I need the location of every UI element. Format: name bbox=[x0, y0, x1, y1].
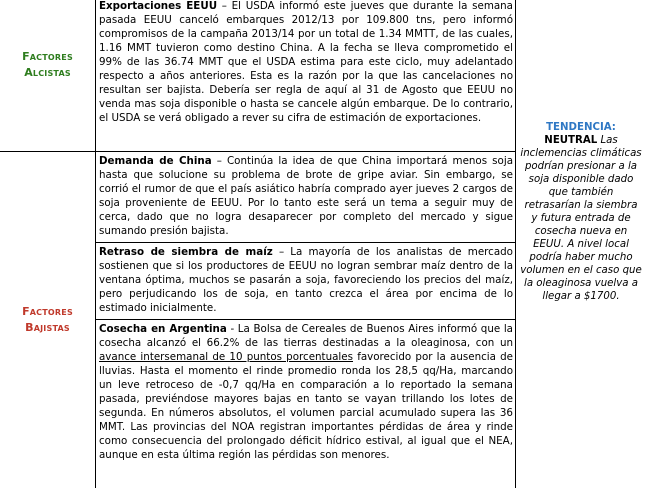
category-label: Factores bbox=[22, 305, 73, 318]
row-text: – Continúa la idea de que China importará menos soja hasta que solucione su problema de brote de gripe aviar. Sin embargo, se corrió el rumor de que el país asiático habría comprado ayer jueves 2 cargos de soja proveniente de EEUU. Por lo tanto este será un tema a seguir muy de cerca, dado que no logra desaparecer por completo del mercado y sigue sumando presión bajista. bbox=[99, 155, 513, 237]
category-factores-bajistas bbox=[0, 304, 95, 336]
row-title: Cosecha en Argentina bbox=[99, 323, 227, 335]
tendencia-text: Las inclemencias climáticas podrían presionar a la soja disponible dado que también retrasarían la siembra y futura entrada de cosecha nueva en EEUU. A nivel local podría haber mucho volumen en el caso que la oleaginosa vuelva a llegar a $1700. bbox=[520, 135, 642, 302]
row-exportaciones-eeuu bbox=[96, 0, 515, 151]
row-text: favorecido por la ausencia de lluvias. Hasta el momento el rinde promedio ronda los 28,5 qq/Ha, marcando un leve retroceso de -0,7 qq/Ha en comparación a lo reportado la semana pasada, previéndose mayores bajas en tanto se vayan trillando los lotes de segunda. En números absolutos, el volumen parcial acumulado supera las 36 MMT. Las provincias del NOA registran importantes pérdidas de área y rinde como consecuencia del prolongado déficit hídrico estival, al igual que el NEA, aunque en esta última región las pérdidas son menores. bbox=[99, 351, 513, 461]
tendencia-title: TENDENCIA: bbox=[546, 122, 616, 133]
row-divider bbox=[95, 242, 516, 243]
row-divider bbox=[95, 319, 516, 320]
row-retraso-siembra bbox=[96, 245, 515, 319]
row-title: Demanda de China bbox=[99, 155, 212, 167]
category-label: Bajistas bbox=[25, 321, 70, 334]
row-text: - La Bolsa de Cereales de Buenos Aires informó que la cosecha alcanzó el 66.2% de las tierras destinadas a la oleaginosa, con un bbox=[99, 323, 513, 349]
category-factores-alcistas bbox=[0, 49, 95, 81]
row-title: Retraso de siembra de maíz bbox=[99, 246, 273, 258]
row-cosecha-argentina bbox=[96, 322, 515, 488]
row-title: Exportaciones EEUU bbox=[99, 0, 218, 12]
underlined-text: avance intersemanal de 10 puntos porcentuales bbox=[99, 351, 353, 363]
category-label: Factores bbox=[22, 50, 73, 63]
column-divider-right bbox=[515, 0, 516, 488]
row-text: – La mayoría de los analistas de mercado sostienen que si los productores de EEUU no logran sembrar maíz dentro de la ventana óptima, muchos se pasarán a soja, favoreciendo los precios del maíz, pero perjudicando los de soja, en tanto crezca el área por encima de lo estimado inicialmente. bbox=[99, 246, 513, 314]
section-divider bbox=[0, 151, 516, 152]
tendencia-value: NEUTRAL bbox=[544, 135, 598, 146]
category-label: Alcistas bbox=[24, 66, 71, 79]
row-text: – El USDA informó este jueves que durante la semana pasada EEUU canceló embarques 2012/13 por 109.800 tns, pero informó compromisos de la campaña 2013/14 por un total de 1.34 MMTT, de las cuales, 1.16 MMT tuvieron como destino China. A la fecha se lleva comprometido el 99% de las 36.74 MMT que el USDA estima para este ciclo, muy adelantado respecto a años anteriores. Esta es la razón por la que las cancelaciones no resultan ser bajista. Debería ser regla de aquí al 31 de Agosto que EEUU no venda mas soja disponible o hasta se cancele algún embarque. De lo contrario, el USDA se verá obligado a rever su cifra de estimación de exportaciones. bbox=[99, 0, 513, 124]
row-demanda-china bbox=[96, 154, 515, 242]
tendencia-box bbox=[520, 121, 642, 303]
